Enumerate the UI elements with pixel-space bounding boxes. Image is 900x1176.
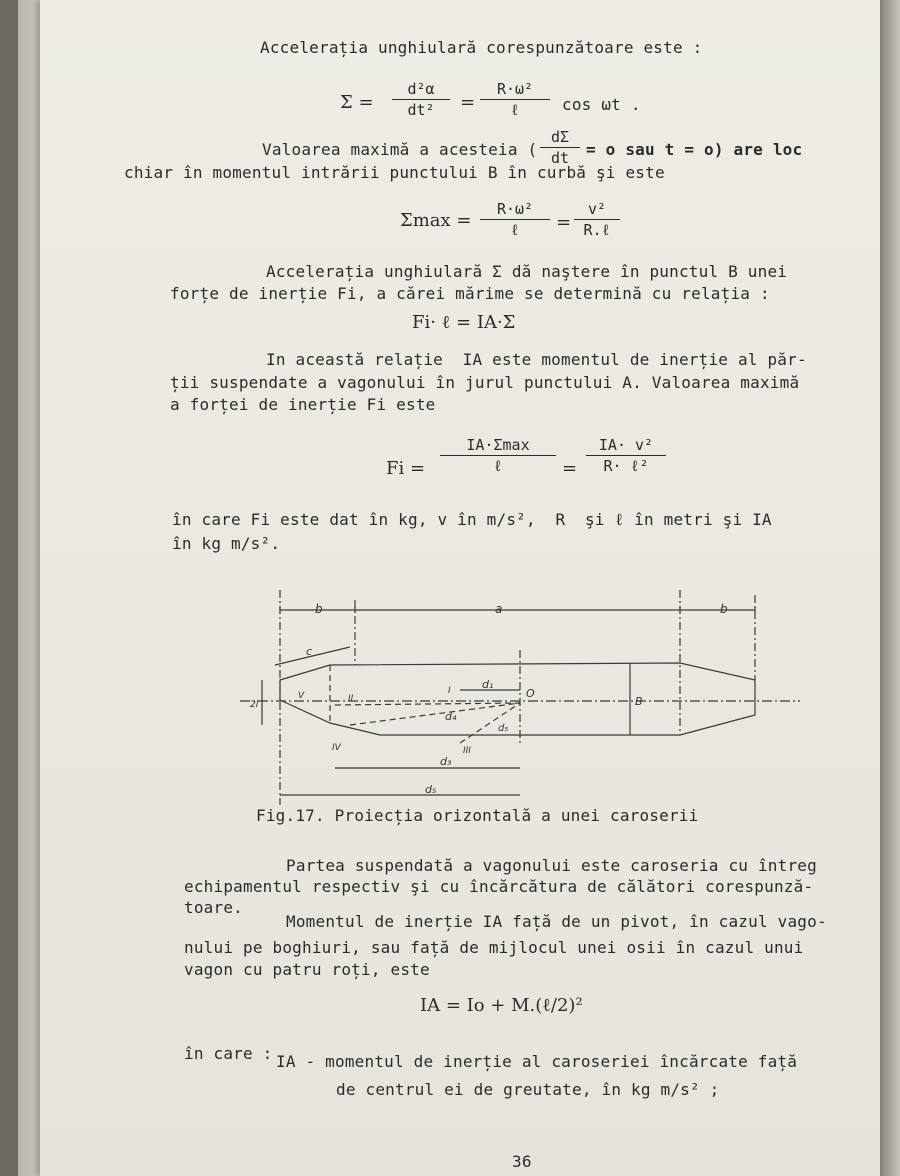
max-text-line2: chiar în momentul intrării punctului B în curbă şi este xyxy=(124,163,665,182)
legend-intro: în care : xyxy=(184,1044,273,1063)
units-text-line1: în care Fi este dat în kg, v în m/s², R şi ℓ în metri şi IA xyxy=(172,510,772,529)
label-v: V xyxy=(298,691,305,701)
eq4-lhs: Fi = xyxy=(386,458,426,479)
eq2-frac2: v² R.ℓ xyxy=(574,200,620,240)
para2-line3: toare. xyxy=(184,898,243,917)
max-text-line1b: = o sau t = o) are loc xyxy=(586,140,803,159)
relation-text-line2: ții suspendate a vagonului în jurul punctului A. Valoarea maximă xyxy=(170,373,800,392)
eq1-frac1: d²α dt² xyxy=(392,80,450,119)
intro-text: Accelerația unghiulară corespunzătoare este : xyxy=(260,38,703,57)
car-body-diagram xyxy=(220,585,800,810)
eq1-frac2: R·ω² ℓ xyxy=(480,80,550,120)
eq2-frac1: R·ω² ℓ xyxy=(480,200,550,240)
legend-line1: IA - momentul de inerție al caroseriei încărcate față xyxy=(276,1052,798,1071)
label-o: O xyxy=(526,687,535,700)
label-d1: d₁ xyxy=(482,678,494,691)
equation-5: IA = Io + M.(ℓ/2)² xyxy=(420,995,583,1016)
eq1-tail: cos ωt . xyxy=(562,95,641,114)
para3-line3: vagon cu patru roți, este xyxy=(184,960,430,979)
relation-text-line1: In această relație IA este momentul de inerție al păr- xyxy=(266,350,807,369)
equation-3: Fi· ℓ = IA·Σ xyxy=(412,312,516,333)
relation-text-line3: a forței de inerție Fi este xyxy=(170,395,436,414)
figure-caption: Fig.17. Proiecția orizontală a unei caroserii xyxy=(256,806,699,825)
document-page xyxy=(40,0,880,1176)
page-number: 36 xyxy=(512,1152,532,1171)
label-d3: d₃ xyxy=(440,755,452,768)
force-text-line1: Accelerația unghiulară Σ dă naştere în punctul B unei xyxy=(266,262,788,281)
label-a: a xyxy=(495,602,503,616)
eq1-lhs: Σ = xyxy=(340,92,374,113)
para3-line1: Momentul de inerție IA față de un pivot, în cazul vago- xyxy=(286,912,827,931)
label-i: I xyxy=(448,686,451,696)
eq2-lhs: Σmax = xyxy=(400,210,472,231)
label-ii: II xyxy=(348,694,354,704)
force-text-line2: forțe de inerție Fi, a cărei mărime se determină cu relația : xyxy=(170,284,770,303)
units-text-line2: în kg m/s². xyxy=(172,534,281,553)
legend-line2: de centrul ei de greutate, în kg m/s² ; xyxy=(336,1080,720,1099)
eq4-frac2: IA· v² R· ℓ² xyxy=(586,436,666,476)
label-iv: IV xyxy=(332,743,341,753)
label-b-right: b xyxy=(720,602,728,616)
eq2-equals: = xyxy=(556,212,572,233)
label-b-width: B xyxy=(635,695,643,708)
label-d4: d₄ xyxy=(445,710,457,723)
label-iii: III xyxy=(463,746,471,756)
label-d5: d₅ xyxy=(498,723,509,734)
eq4-equals: = xyxy=(562,458,578,479)
label-d5-bottom: d₅ xyxy=(425,783,437,796)
label-b-left: b xyxy=(315,602,323,616)
para2-line1: Partea suspendată a vagonului este caroseria cu întreg xyxy=(286,856,817,875)
para2-line2: echipamentul respectiv şi cu încărcătura de călători corespunză- xyxy=(184,877,814,896)
para3-line2: nului pe boghiuri, sau față de mijlocul unei osii în cazul unui xyxy=(184,938,804,957)
label-c: c xyxy=(306,645,313,658)
eq1-equals: = xyxy=(460,92,476,113)
eq4-frac1: IA·Σmax ℓ xyxy=(440,436,556,476)
max-text-line1a: Valoarea maximă a acesteia ( xyxy=(262,140,538,159)
max-text-frac: dΣ dt xyxy=(540,128,580,167)
label-2l: 2l xyxy=(250,700,259,710)
